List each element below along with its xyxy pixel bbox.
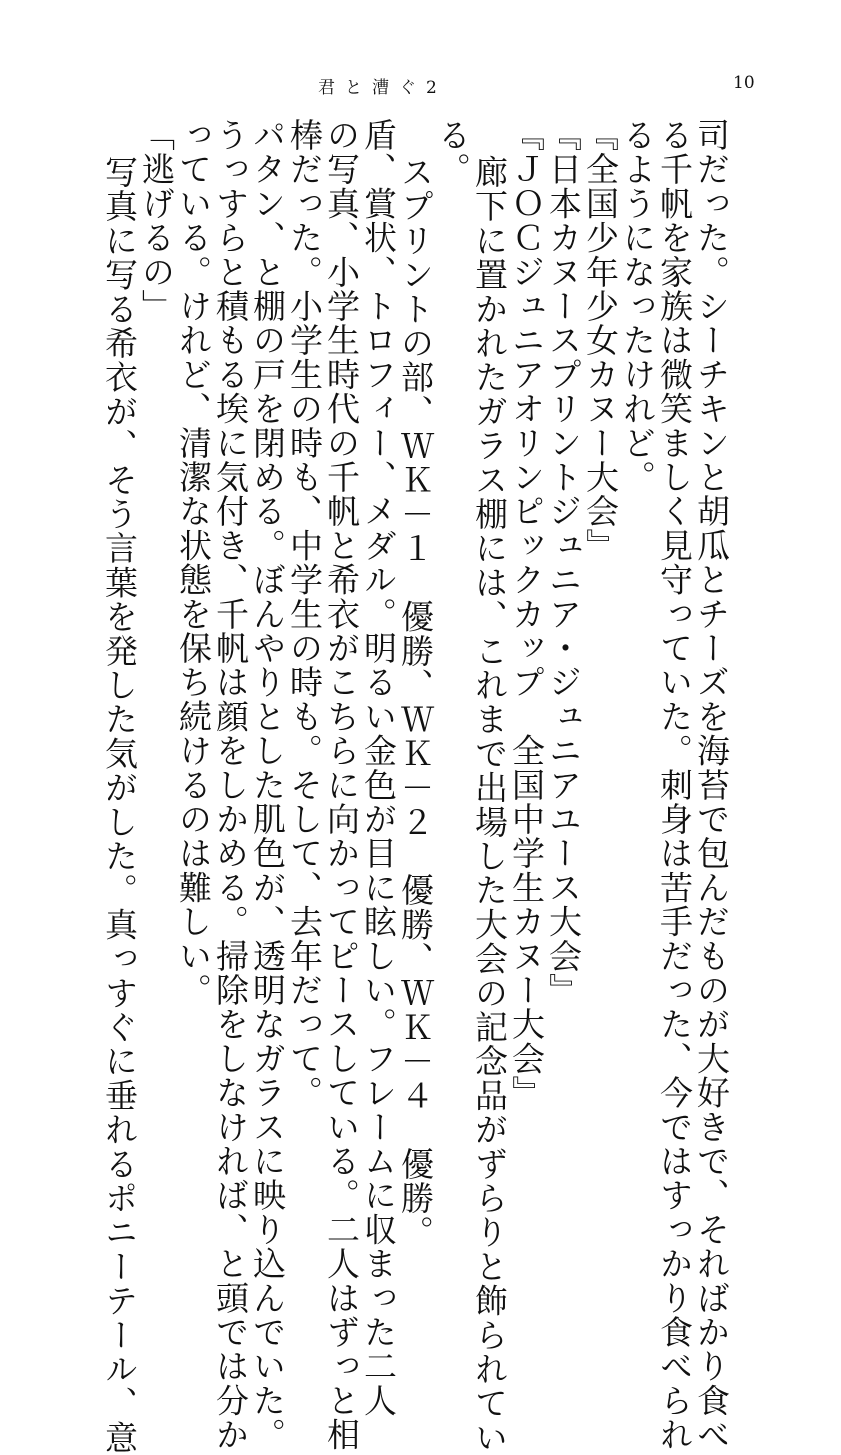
text-line: るようになったけれど。 — [618, 118, 657, 495]
text-line: っている。けれど、清潔な状態を保ち続けるのは難しい。 — [174, 118, 213, 1008]
page-number: 10 — [733, 73, 755, 93]
vertical-text-block — [0, 118, 841, 1455]
text-line: 写真に写る希衣が、そう言葉を発した気がした。真っすぐに垂れるポニーテール、意 — [100, 155, 139, 1455]
text-line: 棒だった。小学生の時も、中学生の時も。そして、去年だって。 — [285, 118, 324, 1110]
text-line: 『日本カヌースプリントジュニア・ジュニアユース大会』 — [544, 118, 583, 1008]
running-head: 君と漕ぐ2 — [318, 78, 447, 98]
text-line: 司だった。シーチキンと胡瓜とチーズを海苔で包んだものが大好きで、そればかり食べ — [692, 118, 731, 1452]
text-line: 「逃げるの」 — [137, 118, 176, 324]
text-line: る。 — [433, 118, 472, 187]
text-line: る千帆を家族は微笑ましく見守っていた。刺身は苦手だった、今ではすっかり食べられ — [655, 118, 694, 1452]
text-line: 廊下に置かれたガラス棚には、これまで出場した大会の記念品がずらりと飾られてい — [470, 155, 509, 1455]
text-line: 『ＪＯＣジュニアオリンピックカップ 全国中学生カヌー大会』 — [507, 118, 546, 1110]
text-line: 盾、賞状、トロフィー、メダル。明るい金色が目に眩しい。フレームに収まった二人 — [359, 118, 398, 1418]
text-line: パタン、と棚の戸を閉める。ぼんやりとした肌色が、透明なガラスに映り込んでいた。 — [248, 118, 287, 1452]
text-line: の写真、小学生時代の千帆と希衣がこちらに向かってピースしている。二人はずっと相 — [322, 118, 361, 1452]
text-line: スプリントの部、ＷＫ－１ 優勝、ＷＫ－２ 優勝、ＷＫ－４ 優勝。 — [396, 155, 435, 1250]
text-line: うっすらと積もる埃に気付き、千帆は顔をしかめる。掃除をしなければ、と頭では分か — [211, 118, 250, 1452]
text-line: 『全国少年少女カヌー大会』 — [581, 118, 620, 563]
